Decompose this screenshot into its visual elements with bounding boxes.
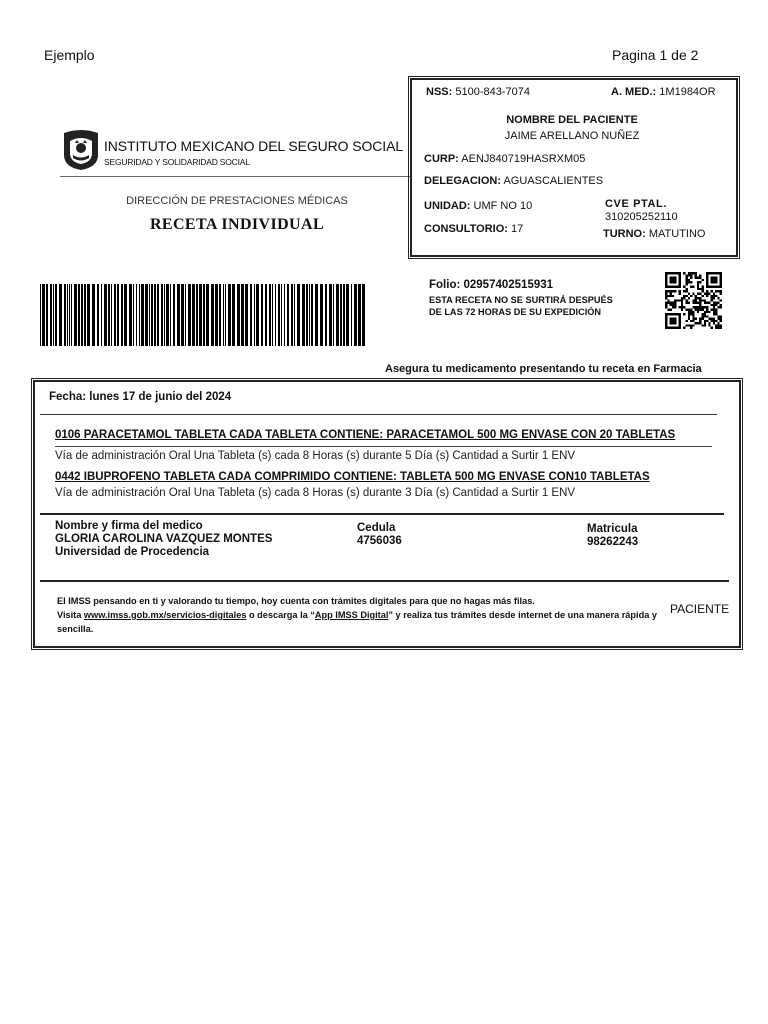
qr-code [665, 271, 722, 330]
medication-instructions: Vía de administración Oral Una Tableta (s) cada 8 Horas (s) durante 5 Día (s) Cantidad a Surtir 1 ENV [55, 450, 576, 462]
doctor-university: Universidad de Procedencia [55, 546, 210, 558]
institution-subtitle: SEGURIDAD Y SOLIDARIDAD SOCIAL [104, 157, 250, 167]
imss-digital-note: El IMSS pensando en ti y valorando tu tiempo, hoy cuenta con trámites digitales para que no hagas más filas. Visita www.imss.gob.mx/servicios-digitales o descarga la “App IMSS Digital” y realiza tus trámites desde internet de una manera rápida y sencilla. [57, 596, 657, 634]
nss-field: NSS: 5100-843-7074 [426, 86, 530, 98]
cedula-block [357, 522, 402, 548]
matricula-label: Matricula [587, 523, 638, 535]
doctor-name: GLORIA CAROLINA VAZQUEZ MONTES [55, 533, 273, 545]
patient-name-label: NOMBRE DEL PACIENTE [506, 114, 638, 126]
cedula-label: Cedula [357, 522, 396, 534]
doctor-label: Nombre y firma del medico [55, 520, 203, 532]
document-title: RECETA INDIVIDUAL [149, 216, 325, 233]
imss-eagle-logo-icon [62, 129, 100, 171]
folio-number: Folio: 02957402515931 [429, 279, 554, 291]
prescription-date: Fecha: lunes 17 de junio del 2024 [49, 391, 232, 403]
imss-digital-link[interactable]: www.imss.gob.mx/servicios-digitales [83, 610, 247, 620]
medication-title: 0442 IBUPROFENO TABLETA CADA COMPRIMIDO CONTIENE: TABLETA 500 MG ENVASE CON10 TABLETAS [55, 471, 650, 483]
cve-ptal-value: 310205252110 [605, 211, 678, 223]
date-divider [40, 414, 717, 415]
curp-field: CURP: AENJ840719HASRXM05 [424, 153, 586, 165]
medication-instructions: Vía de administración Oral Una Tableta (s) cada 8 Horas (s) durante 3 Día (s) Cantidad a Surtir 1 ENV [55, 487, 576, 499]
direccion-text: DIRECCIÓN DE PRESTACIONES MÉDICAS [126, 195, 348, 207]
note-divider [40, 580, 729, 582]
medication-title: 0106 PARACETAMOL TABLETA CADA TABLETA CONTIENE: PARACETAMOL 500 MG ENVASE CON 20 TABLETAS [55, 429, 676, 441]
institution-name: INSTITUTO MEXICANO DEL SEGURO SOCIAL [104, 138, 404, 154]
matricula-value: 98262243 [587, 536, 639, 548]
cve-ptal-label: CVE PTAL. [605, 198, 668, 210]
cedula-value: 4756036 [357, 535, 402, 547]
delegacion-field: DELEGACION: AGUASCALIENTES [424, 175, 604, 187]
amed-field: A. MED.: 1M1984OR [611, 86, 716, 98]
turno-field: TURNO: MATUTINO [603, 228, 706, 240]
app-imss-digital-link[interactable]: App IMSS Digital [314, 610, 389, 620]
medication-divider [55, 446, 712, 447]
page-number: Pagina 1 de 2 [612, 47, 699, 63]
folio-expiry-note: ESTA RECETA NO SE SURTIRÁ DESPUÉS DE LAS 72 HORAS DE SU EXPEDICIÓN [429, 295, 613, 317]
pharmacy-notice: Asegura tu medicamento presentando tu receta en Farmacia [385, 363, 702, 375]
consultorio-field: CONSULTORIO: 17 [424, 223, 524, 235]
copy-label: PACIENTE [670, 602, 730, 616]
matricula-block [587, 523, 638, 549]
unidad-field: UNIDAD: UMF NO 10 [424, 200, 533, 212]
header-divider [60, 176, 411, 177]
doctor-signature-block [55, 520, 272, 559]
patient-name: JAIME ARELLANO NUÑEZ [504, 130, 640, 142]
signature-divider [40, 513, 724, 515]
barcode [40, 284, 368, 346]
header-left-text: Ejemplo [44, 47, 95, 63]
